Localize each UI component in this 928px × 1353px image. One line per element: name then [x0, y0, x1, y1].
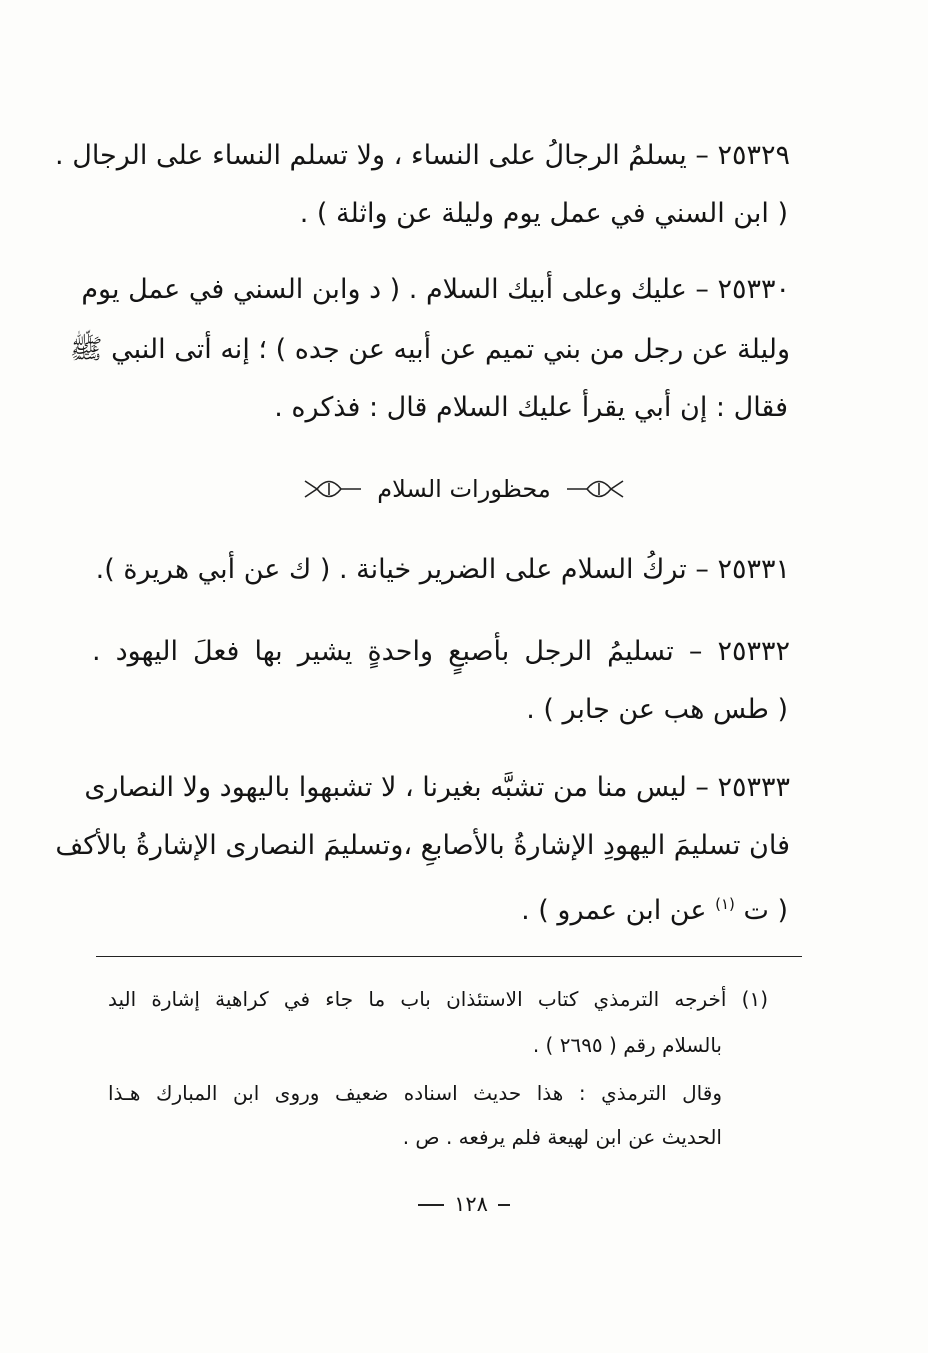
footnote-line-1: (١) أخرجه الترمذي كتاب الاستئذان باب ما جاء في كراهية إشارة اليد — [108, 987, 768, 1011]
hadith-25330-line-2: وليلة عن رجل من بني تميم عن أبيه عن جده ) ؛ إنه أتى النبي ﷺ — [69, 334, 790, 365]
dash-left — [418, 1204, 444, 1206]
hadith-25329-line-1: ٢٥٣٢٩ – يسلمُ الرجالُ على النساء ، ولا تسلم النساء على الرجال . — [55, 140, 790, 171]
hadith-25333-line-3: ( ت $^{(١)}$ عن ابن عمرو ) . — [521, 895, 788, 926]
dash-right — [498, 1204, 510, 1206]
hadith-number: ٢٥٣٣١ — [717, 554, 790, 585]
hadith-number: ٢٥٣٢٩ — [717, 140, 790, 171]
hadith-25332-line-2: ( طس هب عن جابر ) . — [526, 694, 788, 725]
hadith-25330-line-1: ٢٥٣٣٠ – عليك وعلى أبيك السلام . ( د وابن السني في عمل يوم — [81, 274, 790, 305]
ornament-left-icon — [301, 477, 363, 501]
footnote-divider — [96, 956, 802, 957]
footnote-ref: (١) — [715, 895, 735, 913]
hadith-25329-line-2: ( ابن السني في عمل يوم وليلة عن واثلة ) . — [299, 198, 788, 229]
hadith-25332-line-1: ٢٥٣٣٢ – تسليمُ الرجل بأصبعٍ واحدةٍ يشير بها فعلَ اليهود . — [92, 636, 790, 667]
footnote-line-2: بالسلام رقم ( ٢٦٩٥ ) . — [532, 1033, 722, 1057]
hadith-25333-line-2: فان تسليمَ اليهودِ الإشارةُ بالأصابعِ ،وتسليمَ النصارى الإشارةُ بالأكف — [55, 830, 790, 861]
section-title: محظورات السلام — [377, 475, 551, 503]
hadith-25331-line-1: ٢٥٣٣١ – تركُ السلام على الضرير خيانة . ( ك عن أبي هريرة ). — [95, 554, 790, 585]
ornament-right-icon — [565, 477, 627, 501]
hadith-number: ٢٥٣٣٣ — [717, 772, 790, 803]
hadith-25333-line-1: ٢٥٣٣٣ – ليس منا من تشبَّه بغيرنا ، لا تشبهوا باليهود ولا النصارى — [84, 772, 790, 803]
hadith-number: ٢٥٣٣٢ — [717, 636, 790, 667]
footnote-line-4: الحديث عن ابن لهيعة فلم يرفعه . ص . — [402, 1125, 722, 1149]
footnote-line-3: وقال الترمذي : هذا حديث اسناده ضعيف وروى ابن المبارك هـذا — [108, 1081, 722, 1105]
section-heading — [0, 466, 928, 512]
hadith-number: ٢٥٣٣٠ — [717, 274, 790, 305]
hadith-25330-line-3: فقال : إن أبي يقرأ عليك السلام قال : فذكره . — [274, 392, 788, 423]
page-number: ١٢٨ — [0, 1192, 928, 1216]
